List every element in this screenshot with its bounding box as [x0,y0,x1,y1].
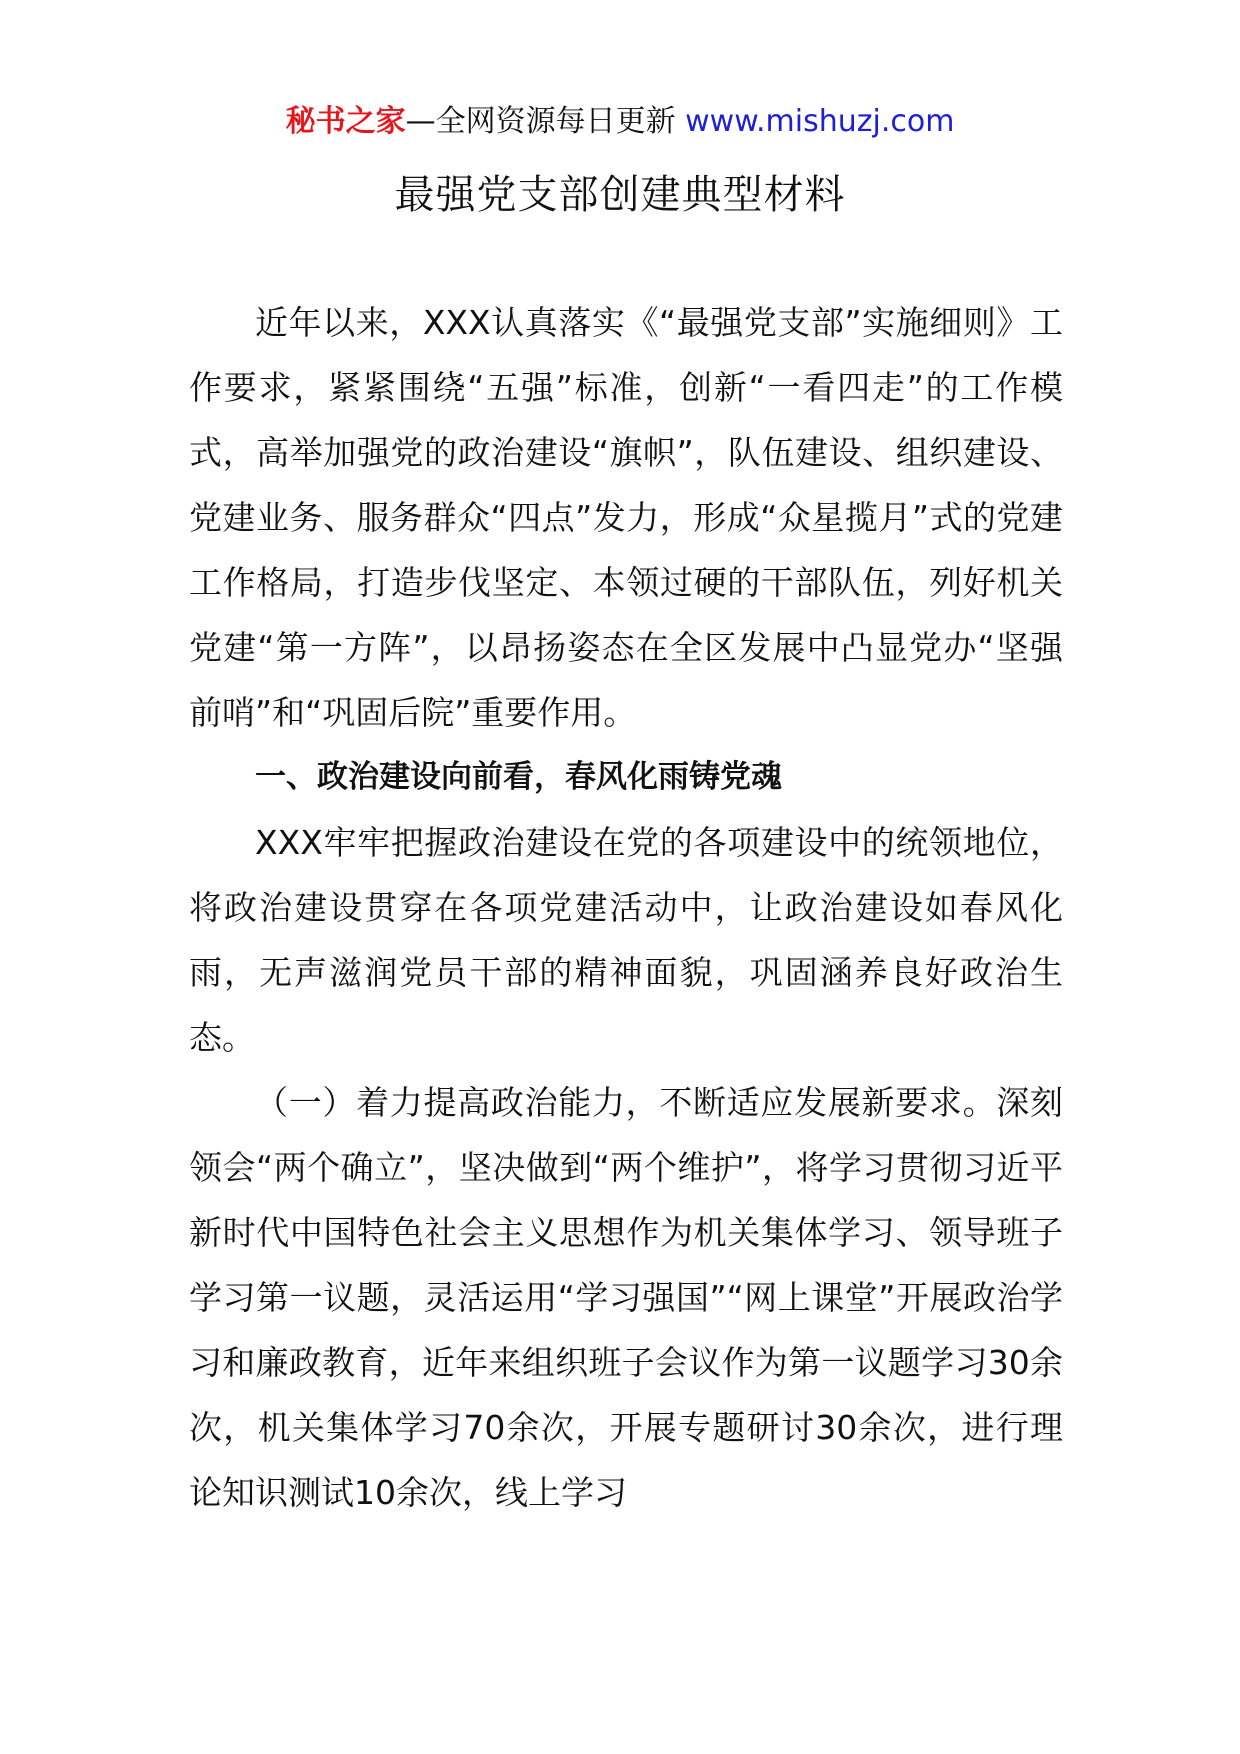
document-body [189,290,1063,1525]
document-title: 最强党支部创建典型材料 [394,172,846,218]
site-header [0,100,1240,144]
site-brand: 秘书之家 [285,104,406,139]
section-heading-1: 一、政治建设向前看，春风化雨铸党魂 [255,759,782,795]
site-tagline: —全网资源每日更新 [405,104,686,139]
section-1-paragraph: XXX牢牢把握政治建设在党的各项建设中的统领地位，将政治建设贯穿在各项党建活动中，让政治建设如春风化雨，无声滋润党员干部的精神面貌，巩固涵养良好政治生态。 [189,823,1063,1057]
site-url-link[interactable]: www.mishuzj.com [685,104,955,139]
subsection-1-paragraph: （一）着力提高政治能力，不断适应发展新要求。深刻领会“两个确立”，坚决做到“两个维护”，将学习贯彻习近平新时代中国特色社会主义思想作为机关集体学习、领导班子学习第一议题，灵活运用“学习强国”“网上课堂”开展政治学习和廉政教育，近年来组织班子会议作为第一议题学习30余次，机关集体学习70余次，开展专题研讨30余次，进行理论知识测试10余次，线上学习 [189,1083,1063,1512]
intro-paragraph: 近年以来，XXX认真落实《“最强党支部”实施细则》工作要求，紧紧围绕“五强”标准，创新“一看四走”的工作模式，高举加强党的政治建设“旗帜”，队伍建设、组织建设、党建业务、服务群众“四点”发力，形成“众星揽月”式的党建工作格局，打造步伐坚定、本领过硬的干部队伍，列好机关党建“第一方阵”，以昂扬姿态在全区发展中凸显党办“坚强前哨”和“巩固后院”重要作用。 [189,303,1063,732]
